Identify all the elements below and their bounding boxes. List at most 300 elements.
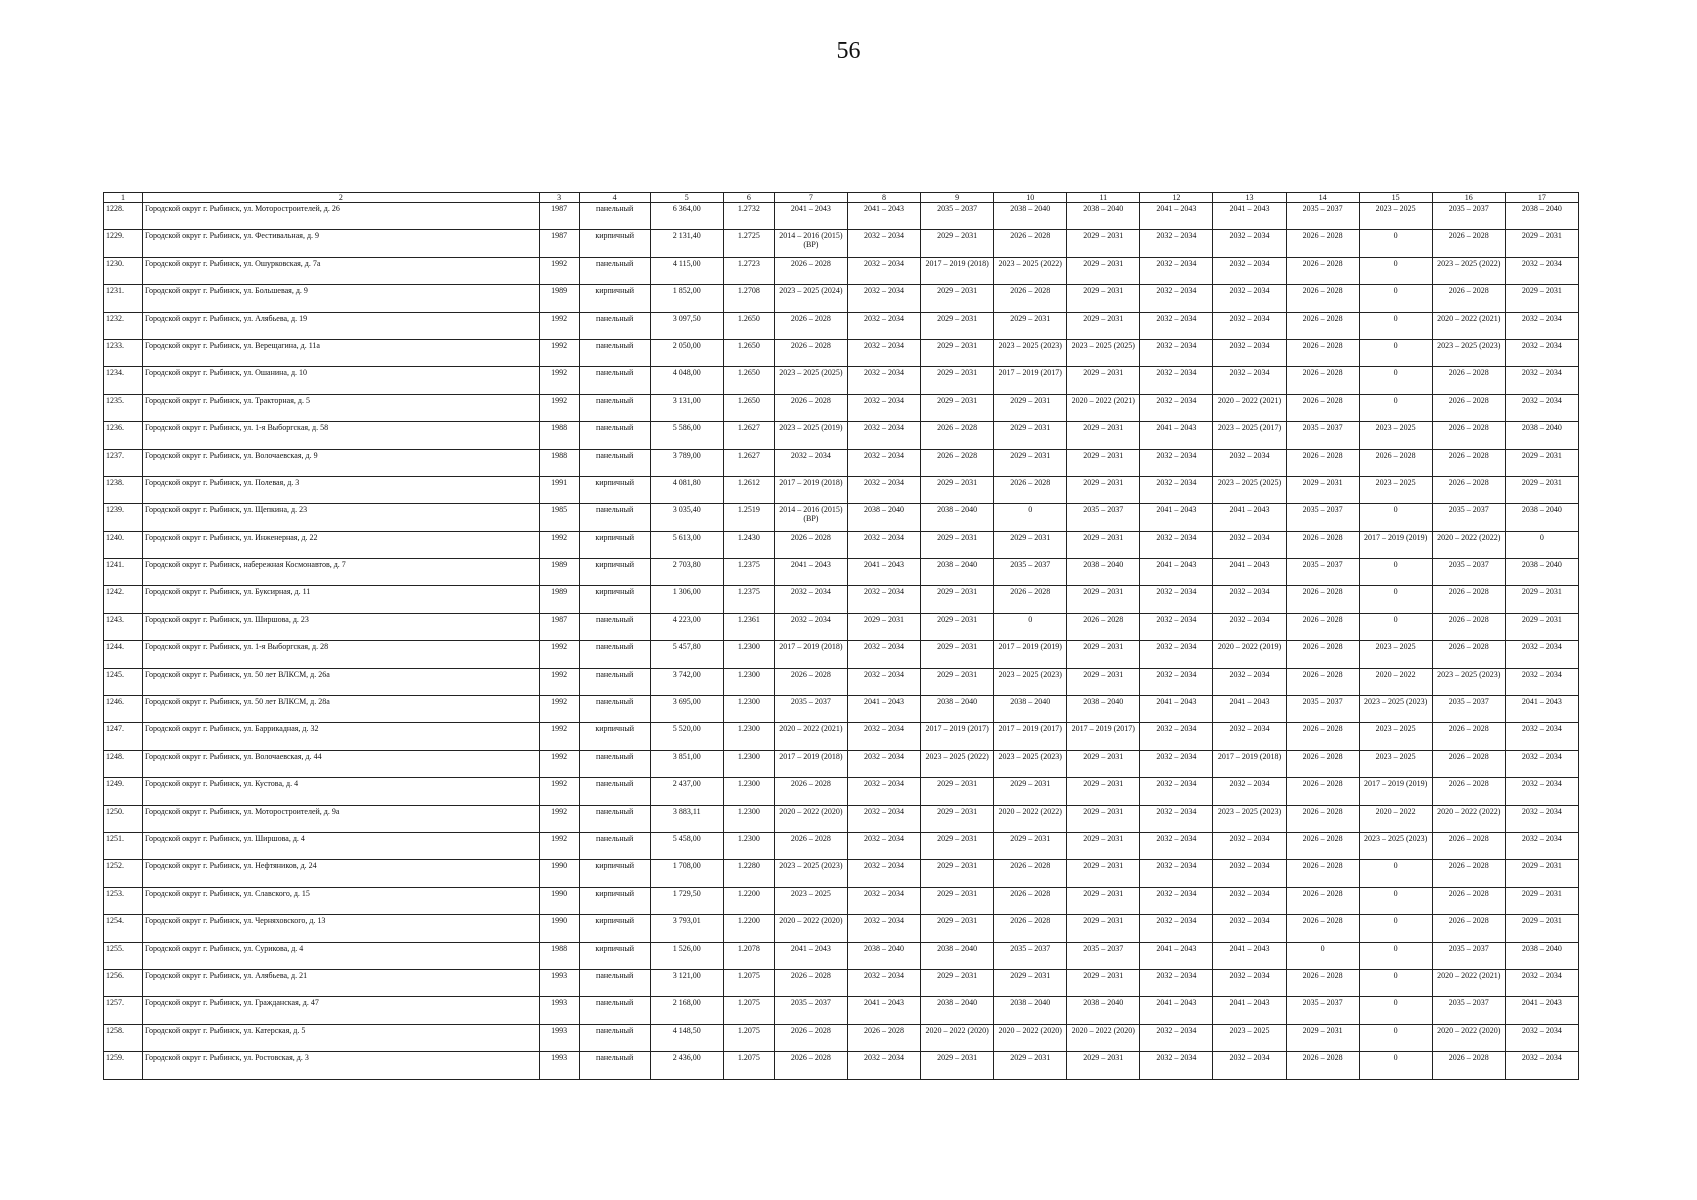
- schedule-cell: 2026 – 2028: [1286, 723, 1359, 750]
- area-cell: 5 613,00: [650, 531, 723, 558]
- schedule-cell: 2032 – 2034: [1213, 969, 1286, 996]
- schedule-cell: 2029 – 2031: [921, 230, 994, 257]
- schedule-cell: 2032 – 2034: [847, 394, 920, 421]
- schedule-cell: 2029 – 2031: [921, 915, 994, 942]
- schedule-cell: 2026 – 2028: [1286, 887, 1359, 914]
- schedule-cell: 0: [994, 504, 1067, 531]
- schedule-cell: 2020 – 2022 (2021): [1067, 394, 1140, 421]
- schedule-cell: 2026 – 2028: [1432, 832, 1505, 859]
- schedule-cell: 2029 – 2031: [994, 449, 1067, 476]
- schedule-cell: 2029 – 2031: [1067, 285, 1140, 312]
- schedule-cell: 2029 – 2031: [1505, 586, 1578, 613]
- wall-material-cell: кирпичный: [579, 586, 650, 613]
- schedule-cell: 2032 – 2034: [1140, 230, 1213, 257]
- table-row: [104, 230, 1579, 257]
- schedule-cell: 2032 – 2034: [1213, 668, 1286, 695]
- address-cell: Городской округ г. Рыбинск, ул. 50 лет ВЛКСМ, д. 28а: [143, 696, 540, 723]
- schedule-cell: 2032 – 2034: [1140, 860, 1213, 887]
- coefficient-cell: 1.2075: [723, 997, 774, 1024]
- schedule-cell: 2032 – 2034: [1213, 312, 1286, 339]
- schedule-cell: 2032 – 2034: [1213, 860, 1286, 887]
- row-number-cell: 1230.: [104, 257, 143, 284]
- schedule-cell: 2032 – 2034: [847, 230, 920, 257]
- area-cell: 5 520,00: [650, 723, 723, 750]
- wall-material-cell: панельный: [579, 613, 650, 640]
- area-cell: 2 168,00: [650, 997, 723, 1024]
- schedule-cell: 2023 – 2025: [1359, 723, 1432, 750]
- schedule-cell: 2032 – 2034: [847, 915, 920, 942]
- address-cell: Городской округ г. Рыбинск, ул. Черняховского, д. 13: [143, 915, 540, 942]
- schedule-cell: 2023 – 2025: [1359, 476, 1432, 503]
- schedule-cell: 2029 – 2031: [1067, 887, 1140, 914]
- schedule-cell: 2032 – 2034: [847, 367, 920, 394]
- address-cell: Городской округ г. Рыбинск, ул. Гражданская, д. 47: [143, 997, 540, 1024]
- schedule-cell: 2038 – 2040: [921, 559, 994, 586]
- schedule-cell: 0: [1286, 942, 1359, 969]
- area-cell: 5 586,00: [650, 422, 723, 449]
- coefficient-cell: 1.2519: [723, 504, 774, 531]
- schedule-cell: 2029 – 2031: [921, 312, 994, 339]
- schedule-cell: 2026 – 2028: [1432, 394, 1505, 421]
- schedule-cell: 2032 – 2034: [1140, 285, 1213, 312]
- area-cell: 4 148,50: [650, 1024, 723, 1051]
- area-cell: 4 081,80: [650, 476, 723, 503]
- schedule-cell: 2032 – 2034: [1213, 613, 1286, 640]
- address-cell: Городской округ г. Рыбинск, ул. Моторостроителей, д. 9а: [143, 805, 540, 832]
- schedule-cell: 2029 – 2031: [1067, 1052, 1140, 1079]
- schedule-cell: 2041 – 2043: [774, 203, 847, 230]
- year-cell: 1992: [539, 832, 579, 859]
- area-cell: 2 436,00: [650, 1052, 723, 1079]
- schedule-cell: 2017 – 2019 (2019): [1359, 531, 1432, 558]
- table-row: [104, 613, 1579, 640]
- coefficient-cell: 1.2200: [723, 915, 774, 942]
- column-number-2: 2: [143, 193, 540, 203]
- coefficient-cell: 1.2200: [723, 887, 774, 914]
- schedule-cell: 0: [994, 613, 1067, 640]
- schedule-cell: 2023 – 2025 (2025): [1213, 476, 1286, 503]
- schedule-cell: 0: [1359, 586, 1432, 613]
- schedule-cell: 2026 – 2028: [1432, 586, 1505, 613]
- schedule-cell: 2032 – 2034: [1505, 1052, 1578, 1079]
- schedule-cell: 2026 – 2028: [774, 257, 847, 284]
- schedule-cell: 2026 – 2028: [1432, 887, 1505, 914]
- schedule-cell: 2023 – 2025: [1359, 422, 1432, 449]
- schedule-cell: 2032 – 2034: [1140, 394, 1213, 421]
- year-cell: 1990: [539, 887, 579, 914]
- schedule-cell: 2032 – 2034: [1505, 257, 1578, 284]
- year-cell: 1989: [539, 586, 579, 613]
- coefficient-cell: 1.2627: [723, 422, 774, 449]
- schedule-cell: 2032 – 2034: [1140, 367, 1213, 394]
- schedule-cell: 2032 – 2034: [847, 860, 920, 887]
- schedule-cell: 2026 – 2028: [1432, 422, 1505, 449]
- schedule-cell: 2029 – 2031: [1067, 367, 1140, 394]
- table-row: [104, 339, 1579, 366]
- address-cell: Городской округ г. Рыбинск, ул. 1-я Выборгская, д. 28: [143, 641, 540, 668]
- row-number-cell: 1258.: [104, 1024, 143, 1051]
- coefficient-cell: 1.2650: [723, 367, 774, 394]
- address-cell: Городской округ г. Рыбинск, ул. Славского, д. 15: [143, 887, 540, 914]
- schedule-cell: 0: [1359, 887, 1432, 914]
- schedule-cell: 2032 – 2034: [1505, 394, 1578, 421]
- schedule-cell: 2029 – 2031: [921, 613, 994, 640]
- year-cell: 1987: [539, 230, 579, 257]
- schedule-cell: 2032 – 2034: [1505, 312, 1578, 339]
- schedule-cell: 2035 – 2037: [1286, 696, 1359, 723]
- area-cell: 3 131,00: [650, 394, 723, 421]
- schedule-cell: 2020 – 2022: [1359, 805, 1432, 832]
- row-number-cell: 1236.: [104, 422, 143, 449]
- schedule-cell: 2026 – 2028: [1432, 1052, 1505, 1079]
- schedule-cell: 2026 – 2028: [1286, 641, 1359, 668]
- area-cell: 4 048,00: [650, 367, 723, 394]
- wall-material-cell: панельный: [579, 1024, 650, 1051]
- area-cell: 2 437,00: [650, 778, 723, 805]
- schedule-cell: 2014 – 2016 (2015) (ВР): [774, 504, 847, 531]
- schedule-cell: 2029 – 2031: [1067, 915, 1140, 942]
- wall-material-cell: панельный: [579, 668, 650, 695]
- schedule-cell: 2032 – 2034: [1505, 641, 1578, 668]
- schedule-cell: 2035 – 2037: [1432, 203, 1505, 230]
- schedule-cell: 2032 – 2034: [1213, 778, 1286, 805]
- coefficient-cell: 1.2375: [723, 586, 774, 613]
- schedule-cell: 2026 – 2028: [1432, 750, 1505, 777]
- schedule-cell: 2029 – 2031: [1505, 887, 1578, 914]
- year-cell: 1992: [539, 531, 579, 558]
- schedule-cell: 2017 – 2019 (2018): [774, 641, 847, 668]
- address-cell: Городской округ г. Рыбинск, ул. Ширшова, д. 23: [143, 613, 540, 640]
- schedule-cell: 2017 – 2019 (2017): [994, 723, 1067, 750]
- wall-material-cell: панельный: [579, 394, 650, 421]
- schedule-cell: 2020 – 2022 (2020): [774, 915, 847, 942]
- schedule-cell: 2032 – 2034: [1140, 613, 1213, 640]
- address-cell: Городской округ г. Рыбинск, ул. Тракторная, д. 5: [143, 394, 540, 421]
- row-number-cell: 1245.: [104, 668, 143, 695]
- year-cell: 1988: [539, 422, 579, 449]
- schedule-cell: 2041 – 2043: [1140, 203, 1213, 230]
- schedule-cell: 2026 – 2028: [1432, 613, 1505, 640]
- year-cell: 1985: [539, 504, 579, 531]
- schedule-cell: 2041 – 2043: [1213, 942, 1286, 969]
- column-number-13: 13: [1213, 193, 1286, 203]
- area-cell: 3 695,00: [650, 696, 723, 723]
- schedule-cell: 2017 – 2019 (2017): [1067, 723, 1140, 750]
- schedule-cell: 2038 – 2040: [1505, 942, 1578, 969]
- schedule-cell: 2032 – 2034: [1213, 339, 1286, 366]
- schedule-cell: 2026 – 2028: [774, 531, 847, 558]
- schedule-cell: 0: [1359, 257, 1432, 284]
- table-row: [104, 887, 1579, 914]
- row-number-cell: 1249.: [104, 778, 143, 805]
- schedule-cell: 2020 – 2022 (2022): [994, 805, 1067, 832]
- schedule-cell: 2035 – 2037: [774, 997, 847, 1024]
- column-number-15: 15: [1359, 193, 1432, 203]
- table-row: [104, 1052, 1579, 1079]
- row-number-cell: 1247.: [104, 723, 143, 750]
- schedule-cell: 2032 – 2034: [1505, 778, 1578, 805]
- area-cell: 3 742,00: [650, 668, 723, 695]
- schedule-cell: 2029 – 2031: [921, 367, 994, 394]
- year-cell: 1992: [539, 668, 579, 695]
- coefficient-cell: 1.2075: [723, 969, 774, 996]
- schedule-cell: 2017 – 2019 (2017): [994, 367, 1067, 394]
- row-number-cell: 1254.: [104, 915, 143, 942]
- schedule-cell: 2023 – 2025 (2019): [774, 422, 847, 449]
- year-cell: 1992: [539, 723, 579, 750]
- schedule-cell: 2029 – 2031: [1505, 285, 1578, 312]
- year-cell: 1992: [539, 257, 579, 284]
- coefficient-cell: 1.2075: [723, 1052, 774, 1079]
- schedule-cell: 2029 – 2031: [1067, 476, 1140, 503]
- table-row: [104, 531, 1579, 558]
- wall-material-cell: панельный: [579, 449, 650, 476]
- wall-material-cell: панельный: [579, 203, 650, 230]
- schedule-cell: 2026 – 2028: [774, 832, 847, 859]
- schedule-cell: 2032 – 2034: [1213, 915, 1286, 942]
- address-cell: Городской округ г. Рыбинск, ул. Фестивальная, д. 9: [143, 230, 540, 257]
- schedule-cell: 2032 – 2034: [1505, 668, 1578, 695]
- schedule-cell: 2023 – 2025 (2022): [994, 257, 1067, 284]
- column-number-11: 11: [1067, 193, 1140, 203]
- schedule-cell: 2029 – 2031: [1067, 641, 1140, 668]
- coefficient-cell: 1.2300: [723, 778, 774, 805]
- year-cell: 1993: [539, 997, 579, 1024]
- schedule-cell: 2032 – 2034: [847, 723, 920, 750]
- table-row: [104, 668, 1579, 695]
- wall-material-cell: кирпичный: [579, 559, 650, 586]
- wall-material-cell: кирпичный: [579, 285, 650, 312]
- table-row: [104, 723, 1579, 750]
- schedule-cell: 2038 – 2040: [1505, 203, 1578, 230]
- schedule-cell: 2020 – 2022 (2021): [1432, 312, 1505, 339]
- schedule-cell: 2038 – 2040: [994, 997, 1067, 1024]
- address-cell: Городской округ г. Рыбинск, ул. Полевая, д. 3: [143, 476, 540, 503]
- wall-material-cell: кирпичный: [579, 531, 650, 558]
- schedule-cell: 2023 – 2025: [1359, 750, 1432, 777]
- row-number-cell: 1248.: [104, 750, 143, 777]
- row-number-cell: 1239.: [104, 504, 143, 531]
- schedule-cell: 2032 – 2034: [774, 586, 847, 613]
- schedule-cell: 2029 – 2031: [1505, 860, 1578, 887]
- schedule-cell: 2020 – 2022 (2022): [1432, 531, 1505, 558]
- table-row: [104, 641, 1579, 668]
- schedule-cell: 2029 – 2031: [1067, 531, 1140, 558]
- housing-registry-table: [103, 192, 1579, 1080]
- area-cell: 1 708,00: [650, 860, 723, 887]
- schedule-cell: 2032 – 2034: [1505, 805, 1578, 832]
- schedule-cell: 2029 – 2031: [994, 531, 1067, 558]
- year-cell: 1992: [539, 641, 579, 668]
- coefficient-cell: 1.2300: [723, 641, 774, 668]
- schedule-cell: 2041 – 2043: [774, 559, 847, 586]
- schedule-cell: 2029 – 2031: [1067, 668, 1140, 695]
- area-cell: 2 050,00: [650, 339, 723, 366]
- year-cell: 1993: [539, 1024, 579, 1051]
- schedule-cell: 2026 – 2028: [1432, 476, 1505, 503]
- schedule-cell: 2038 – 2040: [1505, 559, 1578, 586]
- schedule-cell: 2029 – 2031: [921, 860, 994, 887]
- schedule-cell: 2020 – 2022 (2020): [1432, 1024, 1505, 1051]
- schedule-cell: 2017 – 2019 (2018): [921, 257, 994, 284]
- year-cell: 1988: [539, 942, 579, 969]
- schedule-cell: 2023 – 2025 (2024): [774, 285, 847, 312]
- wall-material-cell: панельный: [579, 504, 650, 531]
- schedule-cell: 2035 – 2037: [1286, 422, 1359, 449]
- coefficient-cell: 1.2708: [723, 285, 774, 312]
- year-cell: 1992: [539, 394, 579, 421]
- schedule-cell: 2041 – 2043: [1505, 696, 1578, 723]
- area-cell: 1 526,00: [650, 942, 723, 969]
- schedule-cell: 2032 – 2034: [1140, 805, 1213, 832]
- schedule-cell: 2032 – 2034: [1213, 230, 1286, 257]
- schedule-cell: 2026 – 2028: [1432, 778, 1505, 805]
- schedule-cell: 2029 – 2031: [921, 668, 994, 695]
- schedule-cell: 2029 – 2031: [921, 641, 994, 668]
- schedule-cell: 2029 – 2031: [921, 1052, 994, 1079]
- schedule-cell: 2029 – 2031: [1067, 805, 1140, 832]
- row-number-cell: 1241.: [104, 559, 143, 586]
- wall-material-cell: кирпичный: [579, 915, 650, 942]
- schedule-cell: 2029 – 2031: [1505, 449, 1578, 476]
- schedule-cell: 2026 – 2028: [921, 422, 994, 449]
- year-cell: 1992: [539, 339, 579, 366]
- area-cell: 6 364,00: [650, 203, 723, 230]
- schedule-cell: 2017 – 2019 (2019): [1359, 778, 1432, 805]
- wall-material-cell: панельный: [579, 312, 650, 339]
- schedule-cell: 2029 – 2031: [1067, 257, 1140, 284]
- schedule-cell: 2023 – 2025: [1213, 1024, 1286, 1051]
- row-number-cell: 1256.: [104, 969, 143, 996]
- schedule-cell: 2032 – 2034: [1505, 1024, 1578, 1051]
- schedule-cell: 2026 – 2028: [774, 778, 847, 805]
- schedule-cell: 2026 – 2028: [1286, 312, 1359, 339]
- table-row: [104, 449, 1579, 476]
- schedule-cell: 2032 – 2034: [847, 312, 920, 339]
- table-row: [104, 312, 1579, 339]
- schedule-cell: 2026 – 2028: [774, 1024, 847, 1051]
- address-cell: Городской округ г. Рыбинск, ул. Волочаевская, д. 44: [143, 750, 540, 777]
- schedule-cell: 2029 – 2031: [1067, 832, 1140, 859]
- schedule-cell: 2032 – 2034: [1505, 969, 1578, 996]
- address-cell: Городской округ г. Рыбинск, ул. Ширшова, д. 4: [143, 832, 540, 859]
- schedule-cell: 2023 – 2025 (2023): [1432, 339, 1505, 366]
- row-number-cell: 1255.: [104, 942, 143, 969]
- row-number-cell: 1243.: [104, 613, 143, 640]
- wall-material-cell: кирпичный: [579, 860, 650, 887]
- schedule-cell: 2032 – 2034: [847, 969, 920, 996]
- schedule-cell: 2023 – 2025 (2017): [1213, 422, 1286, 449]
- address-cell: Городской округ г. Рыбинск, ул. Буксирная, д. 11: [143, 586, 540, 613]
- table-row: [104, 696, 1579, 723]
- schedule-cell: 2032 – 2034: [1140, 1052, 1213, 1079]
- schedule-cell: 2029 – 2031: [994, 1052, 1067, 1079]
- column-number-6: 6: [723, 193, 774, 203]
- schedule-cell: 2035 – 2037: [1286, 997, 1359, 1024]
- year-cell: 1989: [539, 559, 579, 586]
- schedule-cell: 2032 – 2034: [1505, 750, 1578, 777]
- coefficient-cell: 1.2725: [723, 230, 774, 257]
- schedule-cell: 0: [1359, 613, 1432, 640]
- wall-material-cell: панельный: [579, 367, 650, 394]
- address-cell: Городской округ г. Рыбинск, ул. Щепкина, д. 23: [143, 504, 540, 531]
- year-cell: 1989: [539, 285, 579, 312]
- schedule-cell: 2032 – 2034: [1213, 285, 1286, 312]
- schedule-cell: 2032 – 2034: [847, 1052, 920, 1079]
- schedule-cell: 2038 – 2040: [921, 942, 994, 969]
- column-number-12: 12: [1140, 193, 1213, 203]
- schedule-cell: 2038 – 2040: [921, 696, 994, 723]
- schedule-cell: 2032 – 2034: [847, 832, 920, 859]
- schedule-cell: 2026 – 2028: [774, 312, 847, 339]
- schedule-cell: 2038 – 2040: [1067, 203, 1140, 230]
- schedule-cell: 2032 – 2034: [847, 339, 920, 366]
- column-number-10: 10: [994, 193, 1067, 203]
- schedule-cell: 2023 – 2025 (2023): [994, 668, 1067, 695]
- address-cell: Городской округ г. Рыбинск, ул. Ошанина, д. 10: [143, 367, 540, 394]
- schedule-cell: 0: [1359, 1052, 1432, 1079]
- schedule-cell: 2032 – 2034: [1140, 969, 1213, 996]
- schedule-cell: 2026 – 2028: [1432, 915, 1505, 942]
- schedule-cell: 2038 – 2040: [921, 504, 994, 531]
- column-number-5: 5: [650, 193, 723, 203]
- table-row: [104, 997, 1579, 1024]
- schedule-cell: 0: [1359, 230, 1432, 257]
- schedule-cell: 2038 – 2040: [847, 504, 920, 531]
- schedule-cell: 2026 – 2028: [1432, 230, 1505, 257]
- schedule-cell: 2032 – 2034: [774, 613, 847, 640]
- year-cell: 1992: [539, 750, 579, 777]
- wall-material-cell: панельный: [579, 969, 650, 996]
- schedule-cell: 2026 – 2028: [1286, 778, 1359, 805]
- year-cell: 1991: [539, 476, 579, 503]
- schedule-cell: 2035 – 2037: [1286, 203, 1359, 230]
- schedule-cell: 2032 – 2034: [1140, 641, 1213, 668]
- schedule-cell: 2041 – 2043: [847, 696, 920, 723]
- row-number-cell: 1238.: [104, 476, 143, 503]
- schedule-cell: 2029 – 2031: [1067, 230, 1140, 257]
- address-cell: Городской округ г. Рыбинск, ул. 50 лет ВЛКСМ, д. 26а: [143, 668, 540, 695]
- schedule-cell: 2035 – 2037: [1067, 942, 1140, 969]
- schedule-cell: 2041 – 2043: [847, 997, 920, 1024]
- schedule-cell: 2029 – 2031: [921, 531, 994, 558]
- schedule-cell: 2029 – 2031: [1286, 476, 1359, 503]
- schedule-cell: 2026 – 2028: [921, 449, 994, 476]
- schedule-cell: 0: [1359, 504, 1432, 531]
- area-cell: 3 097,50: [650, 312, 723, 339]
- schedule-cell: 2032 – 2034: [847, 641, 920, 668]
- schedule-cell: 2026 – 2028: [1359, 449, 1432, 476]
- schedule-cell: 2032 – 2034: [1213, 1052, 1286, 1079]
- schedule-cell: 2026 – 2028: [1286, 449, 1359, 476]
- coefficient-cell: 1.2300: [723, 805, 774, 832]
- area-cell: 2 131,40: [650, 230, 723, 257]
- year-cell: 1987: [539, 613, 579, 640]
- coefficient-cell: 1.2612: [723, 476, 774, 503]
- area-cell: 3 851,00: [650, 750, 723, 777]
- schedule-cell: 2032 – 2034: [1140, 750, 1213, 777]
- schedule-cell: 2032 – 2034: [1505, 723, 1578, 750]
- schedule-cell: 2038 – 2040: [847, 942, 920, 969]
- schedule-cell: 2017 – 2019 (2018): [774, 750, 847, 777]
- address-cell: Городской округ г. Рыбинск, ул. Большевая, д. 9: [143, 285, 540, 312]
- schedule-cell: 2017 – 2019 (2018): [1213, 750, 1286, 777]
- schedule-cell: 2020 – 2022: [1359, 668, 1432, 695]
- wall-material-cell: панельный: [579, 997, 650, 1024]
- row-number-cell: 1231.: [104, 285, 143, 312]
- schedule-cell: 2035 – 2037: [921, 203, 994, 230]
- row-number-cell: 1251.: [104, 832, 143, 859]
